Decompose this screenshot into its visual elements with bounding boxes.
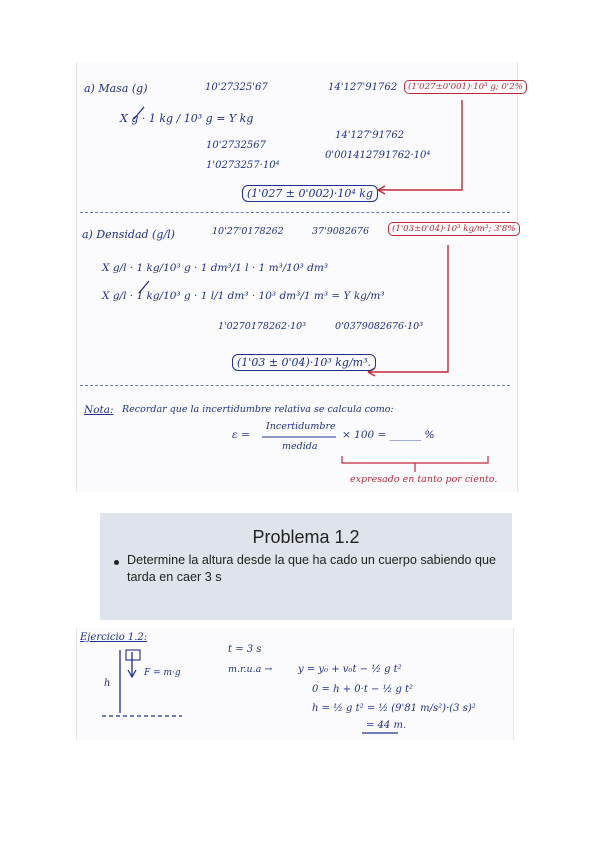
- problem-panel: [100, 513, 512, 620]
- force-label: F = m·g: [144, 668, 181, 678]
- height-label: h: [104, 678, 111, 689]
- time-given: t = 3 s: [228, 644, 262, 655]
- formula-epsilon: ε =: [232, 429, 250, 441]
- part-a-line3b: 0'001412791762·10⁴: [325, 150, 431, 161]
- part-a-value1: 10'27325'67: [205, 82, 268, 93]
- part-a-line2: 10'2732567: [206, 140, 267, 151]
- equation-2: 0 = h + 0·t − ½ g t²: [312, 684, 414, 695]
- part-b-result-box: (1'03±0'04)·10³ kg/m³; 3'8%: [388, 222, 520, 236]
- equation-3: h = ½ g t² = ½ (9'81 m/s²)·(3 s)²: [312, 703, 476, 714]
- exercise-label: Ejercicio 1.2:: [80, 632, 148, 643]
- equation-4-result: = 44 m.: [366, 720, 407, 731]
- formula-numerator: Incertidumbre: [266, 421, 336, 432]
- formula-denominator: medida: [282, 441, 318, 452]
- problem-title: Problema 1.2: [252, 527, 360, 547]
- mrua-label: m.r.u.a →: [228, 664, 273, 675]
- part-b-value2: 37'9082676: [312, 226, 370, 237]
- nota-label: Nota:: [84, 404, 114, 416]
- bullet-icon: [114, 560, 119, 565]
- divider: [80, 385, 510, 386]
- percent-caption: expresado en tanto por ciento.: [350, 474, 498, 485]
- part-a-line2b: 14'127'91762: [335, 130, 405, 141]
- part-a-line3: 1'0273257·10⁴: [206, 160, 280, 171]
- part-b-final: (1'03 ± 0'04)·10³ kg/m³.: [232, 354, 376, 371]
- part-b-line3: 1'0270178262·10³: [218, 321, 307, 332]
- divider: [80, 212, 510, 213]
- part-b-line3b: 0'0379082676·10³: [335, 321, 424, 332]
- formula-tail: × 100 = ______ %: [342, 429, 435, 441]
- part-a-value2: 14'127'91762: [328, 82, 398, 93]
- part-b-conversion-2: X g/l · 1 kg/10³ g · 1 l/1 dm³ · 10³ dm³/1 m³ = Y kg/m³: [102, 290, 385, 302]
- part-b-value1: 10'27'0178262: [212, 226, 284, 237]
- equation-1: y = y₀ + v₀t − ½ g t²: [298, 664, 402, 675]
- part-a-result-box: (1'027±0'001)·10³ g; 0'2%: [404, 80, 527, 94]
- part-b-label: a) Densidad (g/l): [82, 228, 175, 241]
- part-a-conversion: X g · 1 kg / 10³ g = Y kg: [120, 112, 254, 125]
- nota-text: Recordar que la incertidumbre relativa se calcula como:: [122, 404, 394, 415]
- part-a-final: (1'027 ± 0'002)·10⁴ kg: [242, 185, 378, 202]
- part-a-label: a) Masa (g): [84, 82, 148, 95]
- problem-statement: Determine la altura desde la que ha cado un cuerpo sabiendo que tarda en caer 3 s: [127, 553, 496, 584]
- part-b-conversion-1: X g/l · 1 kg/10³ g · 1 dm³/1 l · 1 m³/10³ dm³: [102, 262, 329, 274]
